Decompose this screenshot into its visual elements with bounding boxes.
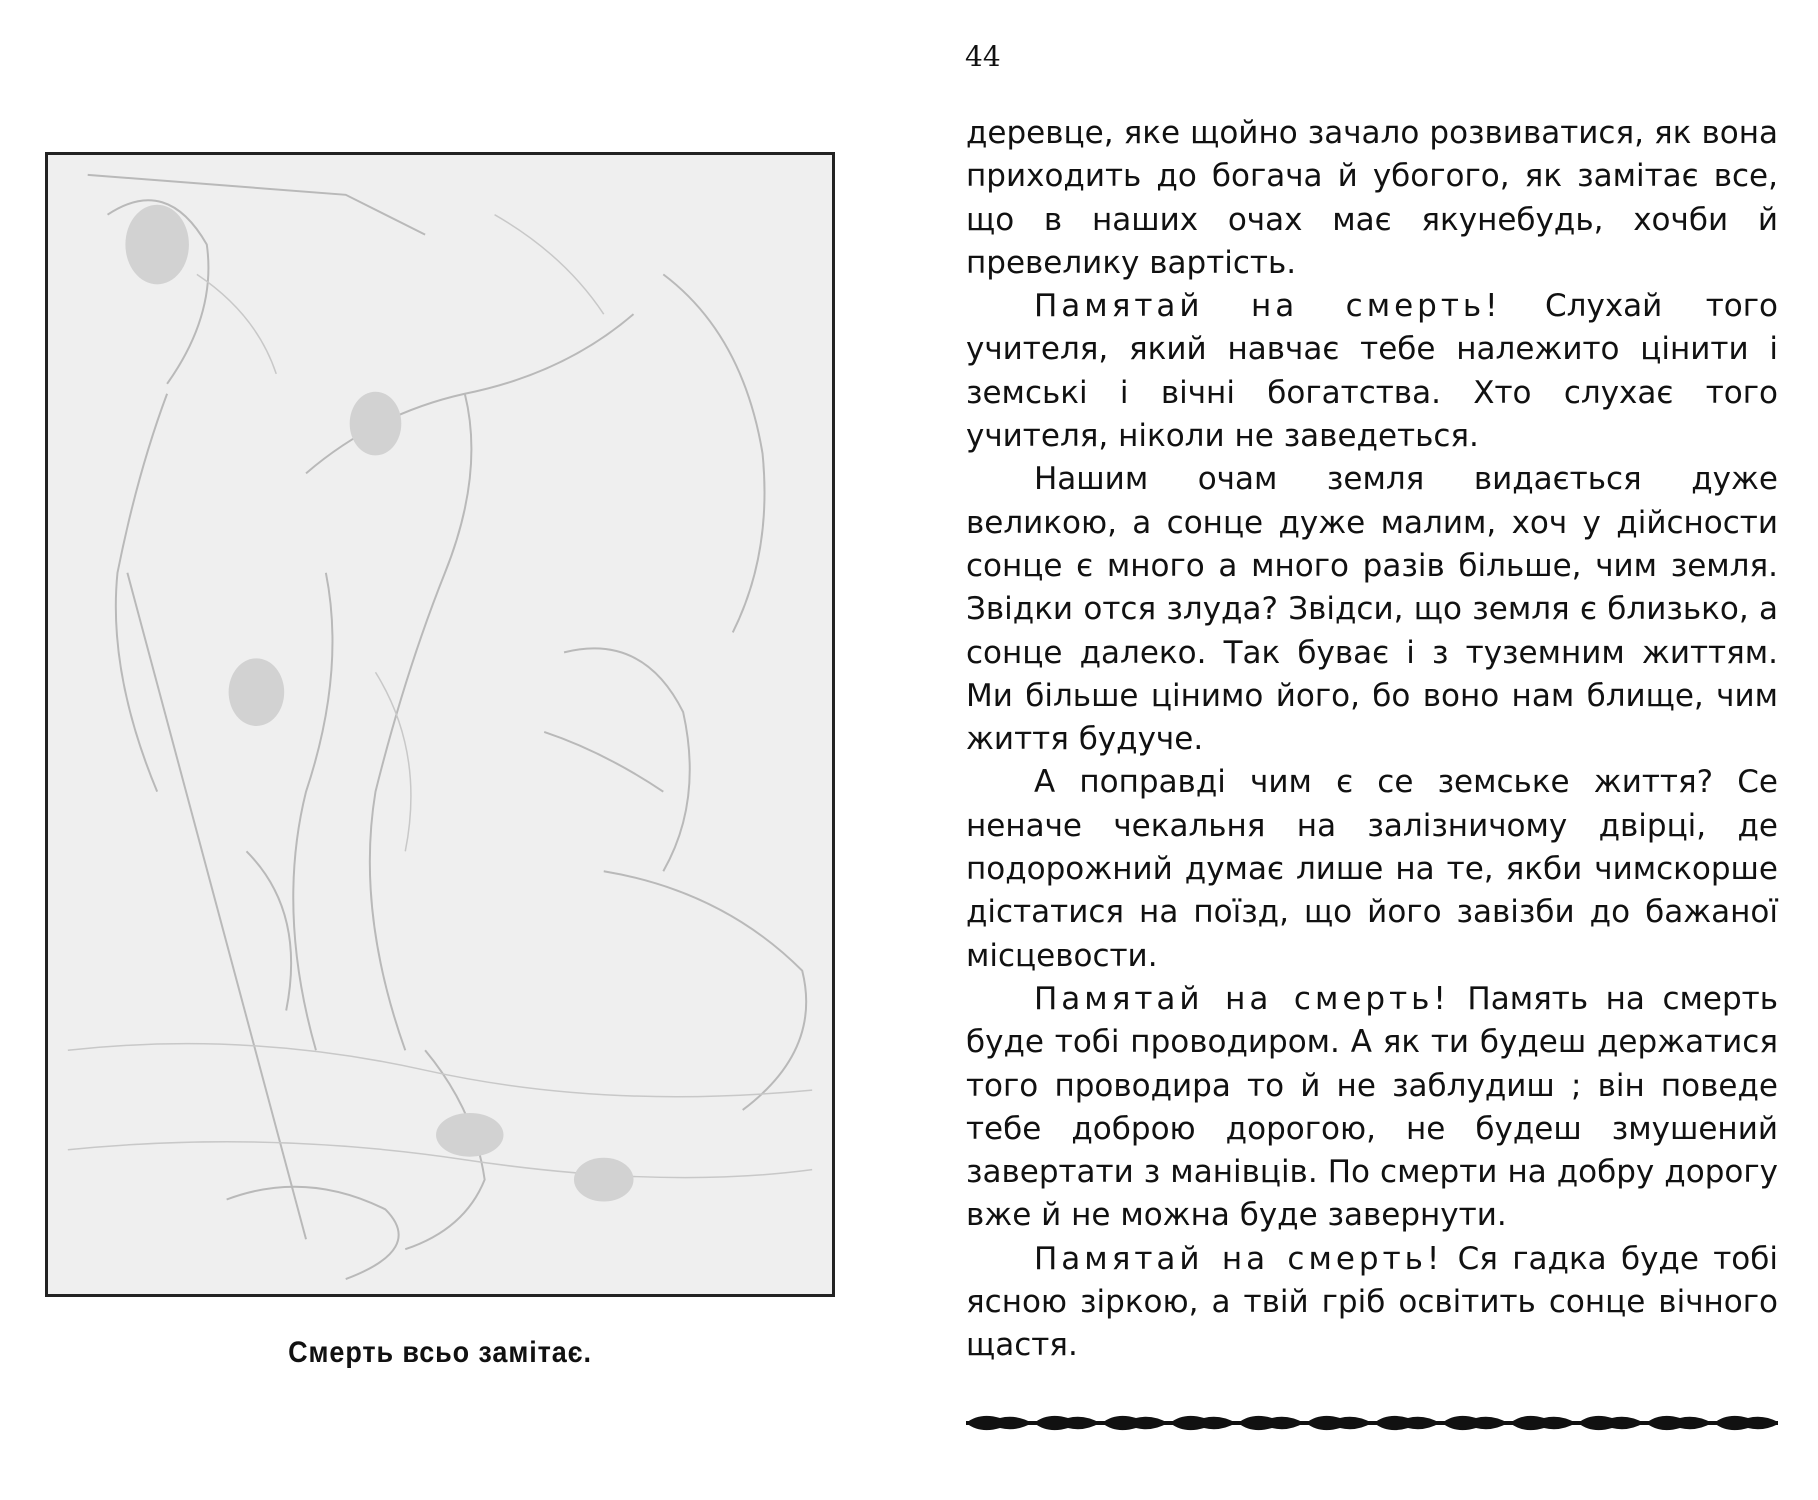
paragraph [966, 1238, 1778, 1368]
paragraph-text: Память на смерть буде тобі проводиром. А як ти будеш держатися того проводира то й не заблудиш ; він поведе тебе доброю дорогою, не будеш змушений завертати з манівців. По смерти на добру дорогу вже й не можна буде завернути. [966, 980, 1778, 1234]
paragraph-text: Слухай того учителя, який навчає тебе належито цінити і земські і вічні богатства. Хто слухає того учителя, ніколи не заведеться. [966, 288, 1779, 455]
paragraph [966, 112, 1778, 285]
paragraph [966, 285, 1778, 458]
paragraph-lead: Памятай на смерть! [1034, 288, 1502, 325]
paragraph [966, 978, 1778, 1238]
paragraph [966, 458, 1778, 761]
paragraph-text: А поправді чим є се земське життя? Се неначе чекальня на залізничому двірці, де подорожний думає лише на те, якби чимскорше дістатися на поїзд, що його завізби до бажаної місцевости. [966, 764, 1778, 974]
ornamental-divider [966, 1412, 1778, 1434]
ornament-leaf [1238, 1416, 1304, 1430]
paragraph-text: Нашим очам земля видається дуже великою, а сонце дуже малим, хоч у дійсности сонце є много а много разів більше, чим земля. Звідки отся злуда? Звідси, що земля є близько, а сонце далеко. Так буває і з туземним життям. Ми більше цінимо його, бо воно нам блище, чим життя будуче. [966, 461, 1778, 758]
engraving-image [48, 155, 832, 1294]
illustration-caption: Смерть всьо замітає. [288, 1336, 592, 1369]
left-page [0, 0, 900, 1500]
right-page [960, 0, 1790, 1500]
ornament-leaf [966, 1416, 1032, 1430]
ornament-leaf [1034, 1416, 1100, 1430]
paragraph-text: деревце, яке щойно зачало розвиватися, як вона приходить до богача й убогого, як замітає все, що в наших очах має якунебудь, хочби й превелику вартість. [966, 115, 1778, 281]
paragraph-lead: Памятай на смерть! [1034, 1240, 1444, 1277]
ornament-leaf [1578, 1416, 1644, 1430]
ornament-leaf [1306, 1416, 1372, 1430]
page-number: 44 [965, 40, 1001, 73]
ornament-leaf [1510, 1416, 1576, 1430]
engraving-illustration [45, 152, 835, 1297]
paragraph-text: Ся гадка буде тобі ясною зіркою, а твій гріб освітить сонце вічного щастя. [966, 1240, 1778, 1364]
ornament-leaf [1714, 1416, 1778, 1430]
body-text [966, 112, 1778, 1368]
ornament-leaf [1374, 1416, 1440, 1430]
ornament-leaf [1102, 1416, 1168, 1430]
ornament-leaf [1442, 1416, 1508, 1430]
paragraph [966, 761, 1778, 977]
ornament-leaf [1646, 1416, 1712, 1430]
paragraph-lead: Памятай на смерть! [1034, 980, 1450, 1017]
ornament-leaf [1170, 1416, 1236, 1430]
